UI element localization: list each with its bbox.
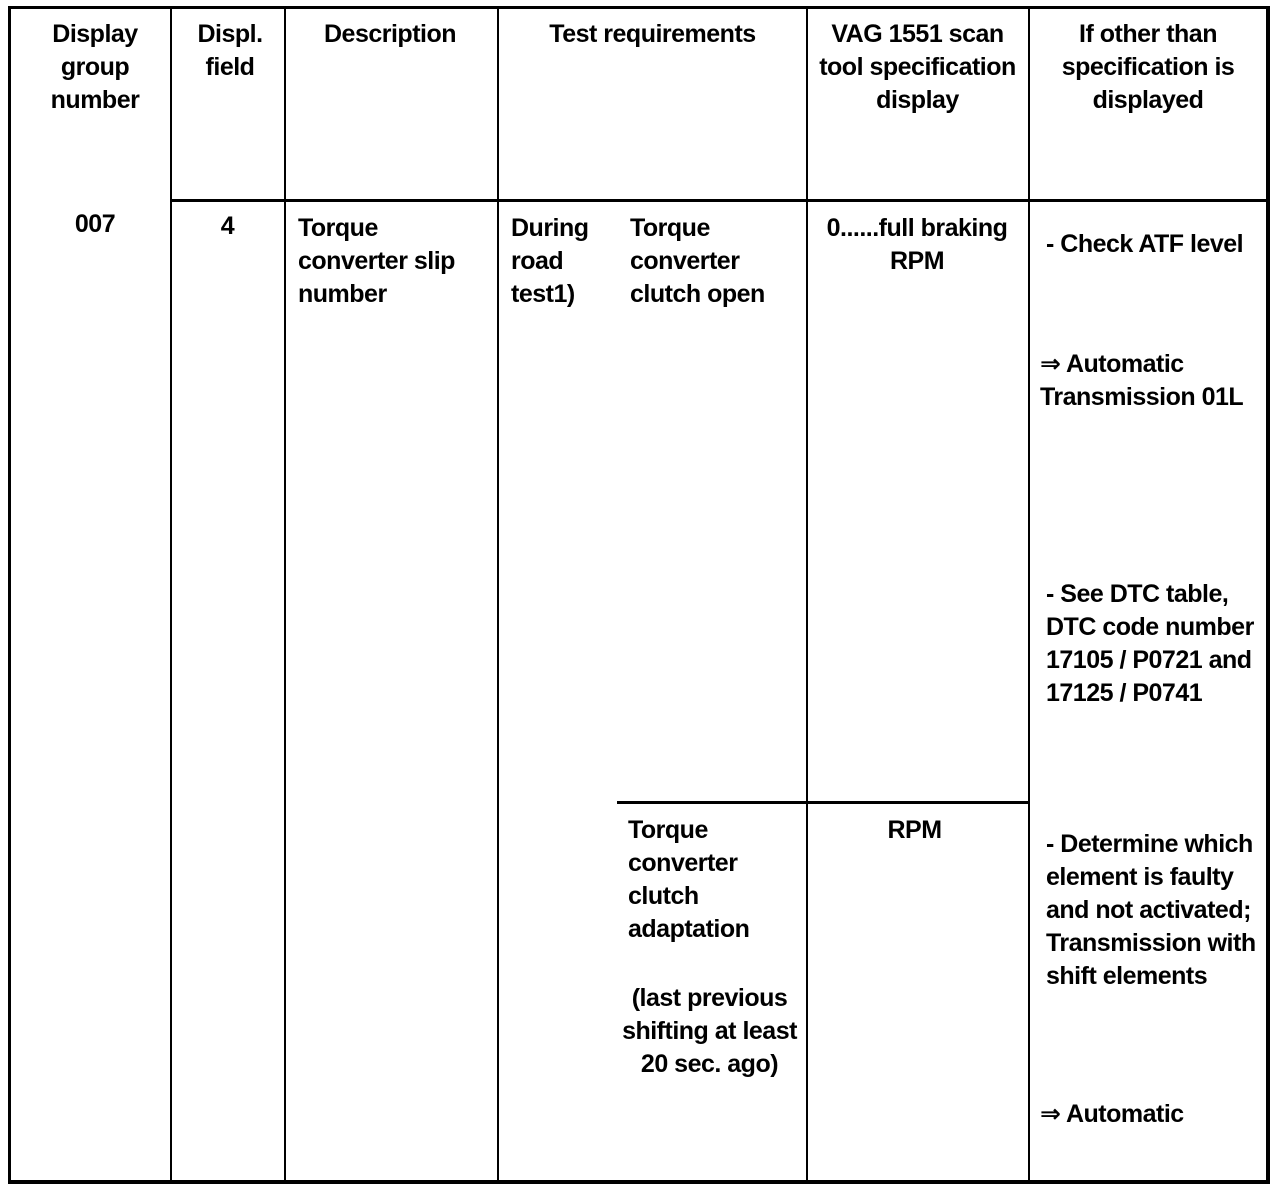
double-arrow-icon: ⇒ bbox=[1040, 350, 1061, 378]
reference-1-text: Automatic Transmission 01L bbox=[1040, 350, 1244, 411]
double-arrow-icon: ⇒ bbox=[1040, 1100, 1061, 1128]
requirement-2: Torque converter clutch adaptation bbox=[628, 816, 750, 943]
reference-2-text: Automatic bbox=[1065, 1100, 1184, 1128]
header-scan-tool-spec: VAG 1551 scan tool specification display bbox=[819, 20, 1016, 114]
header-displ-field: Displ. field bbox=[197, 20, 263, 81]
remedy-1b: - See DTC table, DTC code number 17105 / P0721 and 17125 / P0741 bbox=[1046, 580, 1254, 707]
remedy-1a: - Check ATF level bbox=[1046, 230, 1244, 258]
reference-2 bbox=[1040, 1098, 1250, 1131]
requirement-1: Torque converter clutch open bbox=[630, 214, 765, 308]
col-divider-2 bbox=[284, 6, 286, 1184]
table-border-top bbox=[8, 6, 1270, 9]
col-divider-1 bbox=[170, 6, 172, 1184]
header-test-requirements: Test requirements bbox=[549, 20, 756, 48]
table-border-left bbox=[8, 6, 11, 1184]
requirement-2-note: (last previous shifting at least 20 sec. ago) bbox=[622, 984, 797, 1078]
header-rule bbox=[170, 199, 1270, 202]
spec-2: RPM bbox=[887, 816, 942, 844]
group-number: 007 bbox=[74, 210, 116, 238]
table-border-bottom bbox=[8, 1180, 1270, 1184]
col-divider-4 bbox=[806, 6, 808, 1184]
header-description: Description bbox=[323, 20, 457, 48]
condition-text: During road test1) bbox=[511, 214, 589, 308]
field-number: 4 bbox=[220, 212, 235, 240]
col-divider-3 bbox=[497, 6, 499, 1184]
subrow-rule bbox=[617, 801, 1030, 804]
header-if-other: If other than specification is displayed bbox=[1061, 20, 1235, 114]
reference-1 bbox=[1040, 348, 1250, 414]
remedy-2a: - Determine which element is faulty and not activated; Transmission with shift elements bbox=[1046, 830, 1256, 990]
spec-1: 0......full braking RPM bbox=[826, 214, 1008, 275]
table-border-right bbox=[1266, 6, 1270, 1184]
col-divider-5 bbox=[1028, 6, 1030, 1184]
header-display-group: Display group number bbox=[50, 20, 140, 114]
description-text: Torque converter slip number bbox=[298, 214, 455, 308]
